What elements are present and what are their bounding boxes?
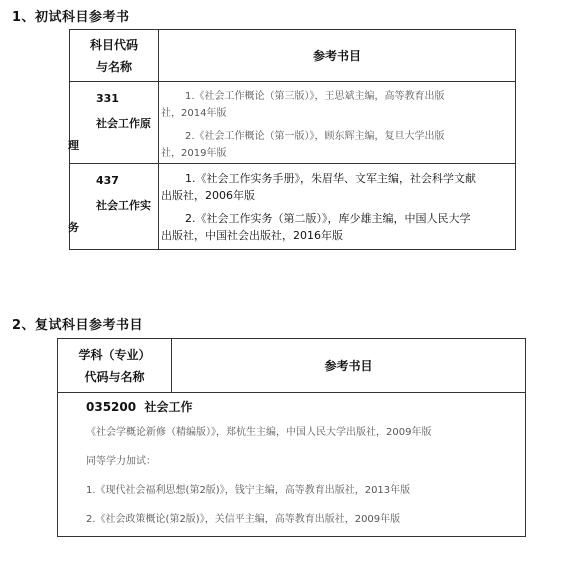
retest-table [57,338,526,537]
table2-header-code [58,339,172,393]
book-line: 1.《社会工作概论（第三版）》，王思斌主编，高等教育出版 [185,91,445,102]
section2-heading: 2、复试科目参考书目 [12,318,144,333]
book-line: 《社会学概论新修（精编版）》，郑杭生主编，中国人民大学出版社，2009年版 [86,426,432,438]
books-list [58,421,526,537]
subject-name: 社会工作原 [96,117,151,130]
book-line: 同等学力加试： [86,455,156,467]
book-line: 出版社，2006年版 [161,189,255,202]
subject-code: 331 [96,92,119,105]
subject-code: 437 [96,174,119,187]
book-line: 2.《社会工作实务（第二版）》，库少雄主编，中国人民大学 [185,212,471,225]
table1-header-code [70,30,159,82]
section1-heading: 1、初试科目参考书 [12,10,130,25]
subject-cell-437 [70,164,159,250]
book-line: 1.《现代社会福利思想(第2版)》，钱宁主编，高等教育出版社，2013年版 [86,484,411,496]
header-books: 参考书目 [324,358,373,373]
subject-label: 035200 社会工作 [86,400,193,415]
books-cell-331 [159,82,516,164]
table2-header-books [172,339,526,393]
subject-cell-331 [70,82,159,164]
subject-name: 社会工作实 [96,199,151,212]
subject-name-tail: 务 [68,221,79,234]
subject-name-tail: 理 [68,139,79,152]
header-code-line2: 与名称 [95,59,132,74]
book-line: 社，2019年版 [161,148,227,159]
book-line: 2.《社会工作概论（第一版）》，顾东辉主编，复旦大学出版 [185,131,445,142]
header-code-line1: 科目代码 [89,37,138,52]
subject-row [58,393,526,421]
book-line: 出版社，中国社会出版社，2016年版 [161,229,343,242]
book-line: 社，2014年版 [161,108,227,119]
books-cell-437 [159,164,516,250]
book-line: 1.《社会工作实务手册》，朱眉华、文军主编，社会科学文献 [185,172,476,185]
book-line: 2.《社会政策概论(第2版)》，关信平主编，高等教育出版社，2009年版 [86,513,401,525]
header-code-line2: 代码与名称 [84,369,145,384]
initial-exam-table [69,29,516,250]
table1-header-books [159,30,516,82]
header-code-line1: 学科（专业） [78,347,151,362]
header-books: 参考书目 [312,48,361,63]
